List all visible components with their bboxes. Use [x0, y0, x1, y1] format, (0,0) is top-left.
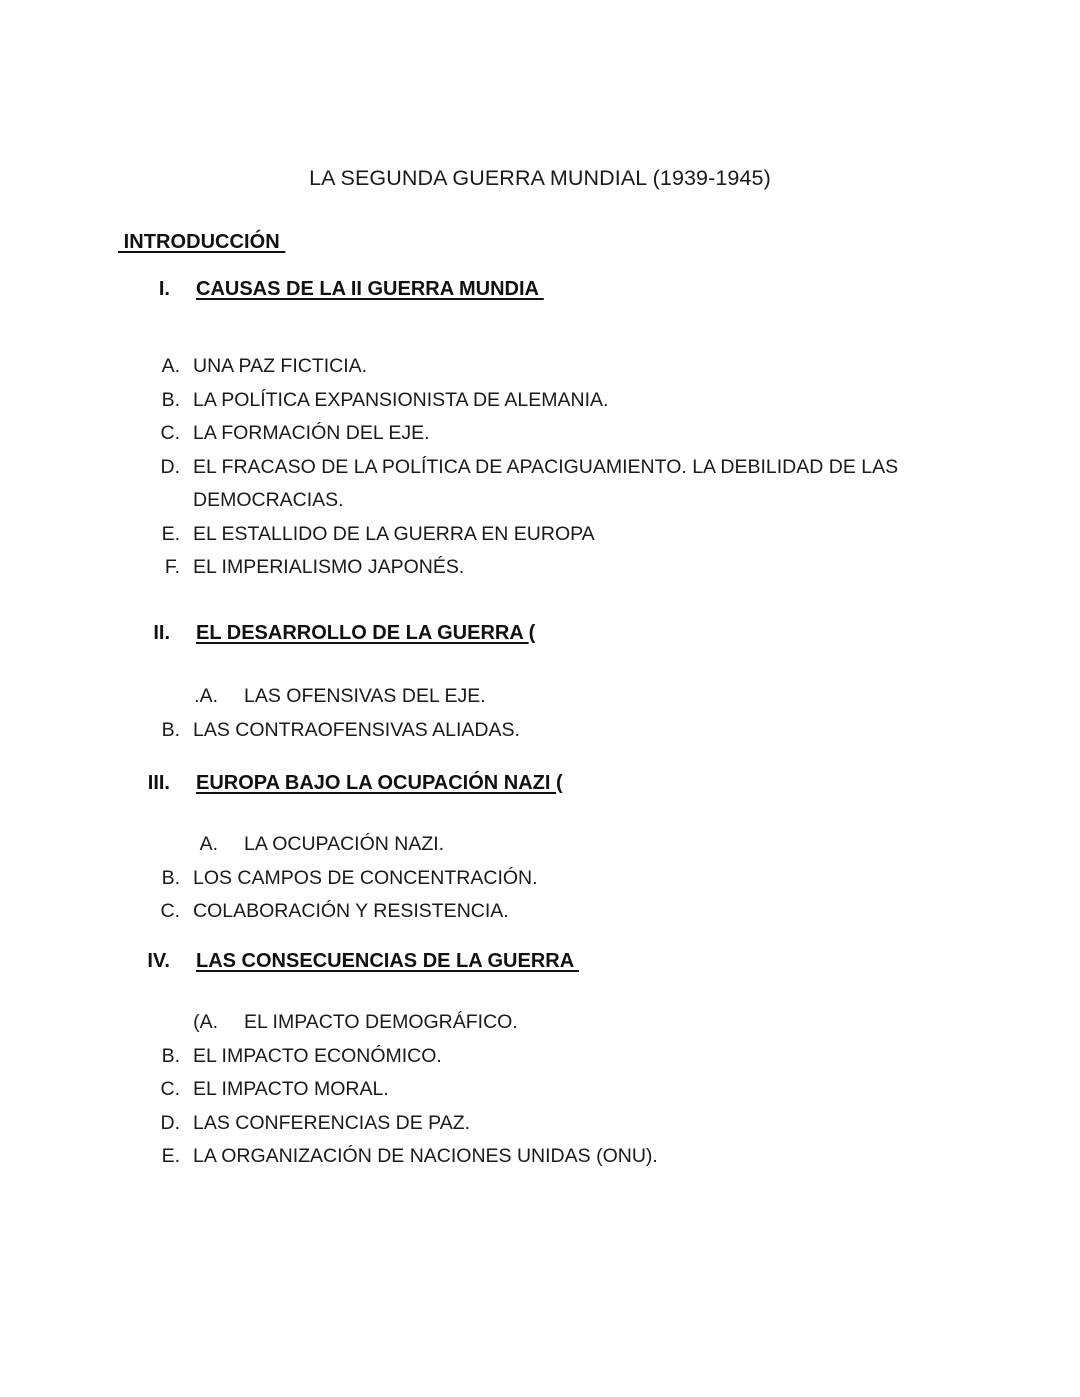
introduccion-heading [118, 231, 285, 254]
page-title: LA SEGUNDA GUERRA MUNDIAL (1939-1945) [309, 166, 771, 190]
list-item [0, 862, 1080, 895]
section-i [0, 278, 1080, 578]
list-item-text: LA FORMACIÓN DEL EJE. [193, 422, 430, 444]
list-item-text: EL IMPACTO ECONÓMICO. [193, 1044, 442, 1067]
section-title [196, 950, 579, 973]
section-title-text: CAUSAS DE LA II GUERRA MUNDIA [196, 278, 544, 300]
list-item-text: COLABORACIÓN Y RESISTENCIA. [193, 900, 509, 922]
list-item-marker: A. [161, 355, 180, 377]
section-heading [0, 278, 1080, 311]
list-item-text: EL IMPACTO MORAL. [193, 1078, 389, 1100]
list-item-text: UNA PAZ FICTICIA. [193, 355, 368, 377]
list-item-text: LA OCUPACIÓN NAZI. [244, 833, 445, 855]
list-item-marker: B. [161, 1044, 180, 1067]
list-item-marker: C. [160, 900, 180, 922]
section-numeral: I. [158, 278, 170, 300]
list-item-marker: D. [160, 1111, 180, 1134]
section-heading [0, 622, 1080, 655]
section-title-tail: ( [528, 622, 536, 644]
list-item-text: LAS CONFERENCIAS DE PAZ. [193, 1111, 471, 1134]
list-item-text: EL FRACASO DE LA POLÍTICA DE APACIGUAMIENTO. LA DEBILIDAD DE LAS DEMOCRACIAS. [193, 455, 904, 511]
list-item [0, 895, 1080, 928]
list-item-marker: E. [161, 1145, 180, 1167]
section-heading [0, 950, 1080, 983]
list-item [0, 1073, 1080, 1106]
list-item [0, 417, 1080, 450]
list-item [0, 350, 1080, 383]
list-item-marker: C. [160, 1078, 180, 1100]
section-title-tail: ( [556, 772, 563, 794]
list-item-text: EL ESTALLIDO DE LA GUERRA EN EUROPA [193, 522, 595, 545]
list-item-marker: .A. [194, 685, 218, 707]
section-iii [0, 772, 1080, 922]
list-item [0, 828, 1080, 861]
section-numeral: III. [147, 772, 170, 794]
list-item [0, 1006, 1080, 1039]
list-item-text: LAS CONTRAOFENSIVAS ALIADAS. [193, 718, 520, 741]
section-title-text: LAS CONSECUENCIAS DE LA GUERRA [196, 950, 579, 972]
list-item-text: LOS CAMPOS DE CONCENTRACIÓN. [193, 866, 538, 889]
list-item-marker: A. [199, 833, 218, 855]
list-item-text: EL IMPERIALISMO JAPONÉS. [193, 556, 465, 578]
list-item [0, 518, 1080, 551]
list-item-marker: B. [161, 866, 180, 889]
list-item-marker: C. [160, 422, 180, 444]
list-item-marker: D. [160, 455, 180, 478]
list-item [0, 451, 1080, 511]
section-title [196, 278, 544, 301]
list-item [0, 1040, 1080, 1073]
section-numeral: IV. [147, 950, 170, 972]
list-item [0, 384, 1080, 417]
list-item-marker: B. [161, 718, 180, 741]
introduccion-heading-text: INTRODUCCIÓN [118, 231, 286, 253]
list-item [0, 551, 1080, 584]
list-item-marker: B. [161, 388, 180, 411]
section-title [196, 622, 535, 645]
list-item [0, 680, 1080, 713]
section-heading [0, 772, 1080, 805]
section-title [196, 772, 563, 795]
section-title-text: EUROPA BAJO LA OCUPACIÓN NAZI [196, 772, 557, 794]
list-item [0, 714, 1080, 747]
list-item-text: LAS OFENSIVAS DEL EJE. [244, 685, 486, 707]
section-iv [0, 950, 1080, 1167]
list-item-text: EL IMPACTO DEMOGRÁFICO. [244, 1011, 518, 1033]
list-item [0, 1140, 1080, 1173]
list-item-marker: E. [161, 522, 180, 545]
section-ii [0, 622, 1080, 741]
section-numeral: II. [153, 622, 170, 644]
list-item [0, 1107, 1080, 1140]
section-title-text: EL DESARROLLO DE LA GUERRA [196, 622, 529, 644]
list-item-marker: (A. [193, 1011, 218, 1033]
list-item-marker: F. [164, 556, 180, 578]
list-item-text: LA POLÍTICA EXPANSIONISTA DE ALEMANIA. [193, 388, 609, 411]
list-item-text: LA ORGANIZACIÓN DE NACIONES UNIDAS (ONU). [193, 1145, 658, 1167]
